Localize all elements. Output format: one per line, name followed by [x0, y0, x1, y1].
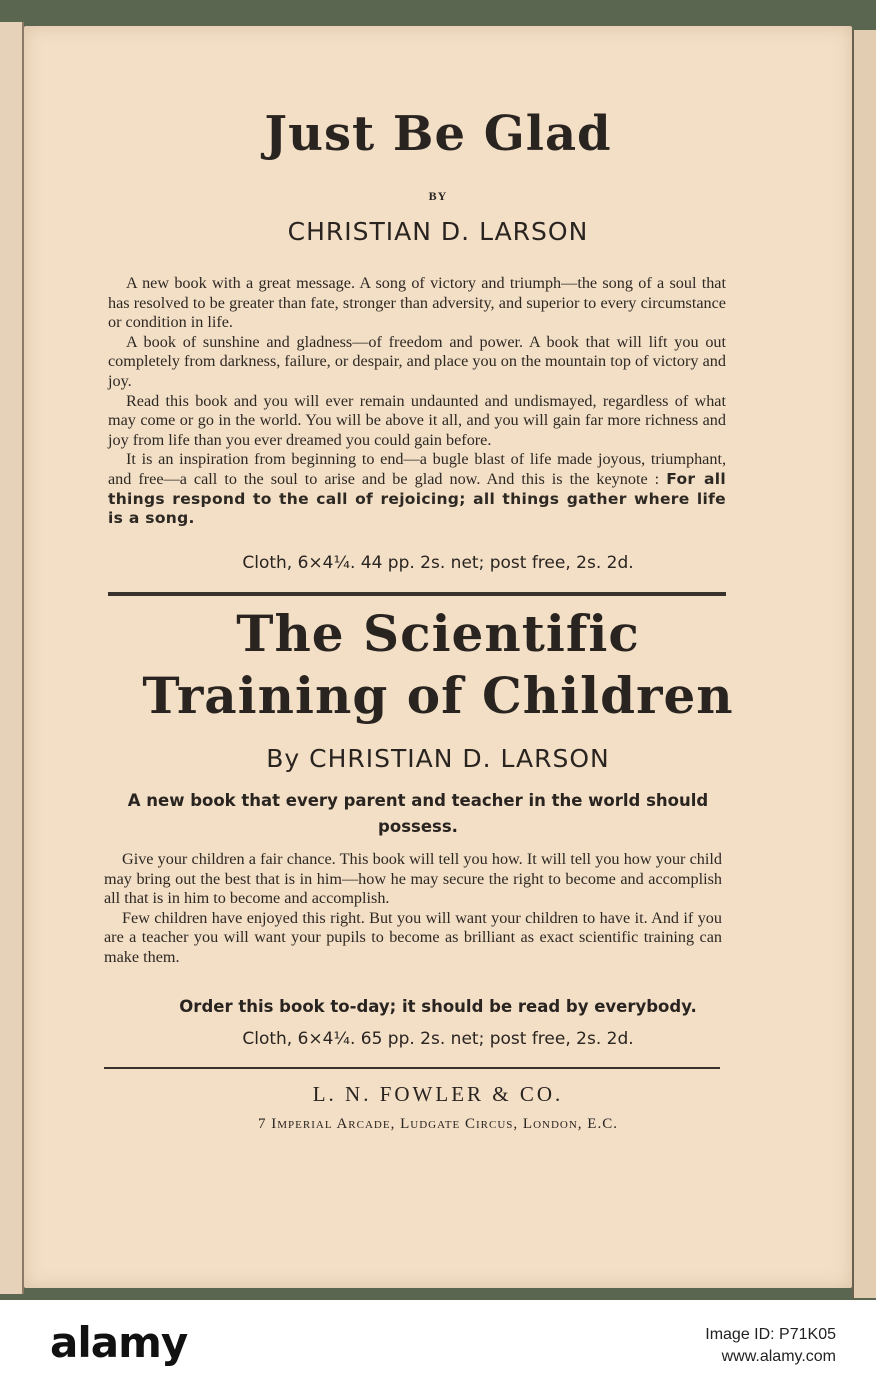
ad2-body	[104, 850, 722, 968]
publisher-address: 7 Imperial Arcade, Ludgate Circus, London, E.C.	[258, 1116, 618, 1132]
image-info	[705, 1324, 836, 1368]
left-page-edge	[0, 22, 24, 1294]
divider	[104, 1067, 720, 1069]
ad2-price: Cloth, 6×4¼. 65 pp. 2s. net; post free, 2s. 2d.	[242, 1029, 634, 1049]
ad2-order: Order this book to-day; it should be read by everybody.	[179, 997, 697, 1016]
image-id: Image ID: P71K05	[705, 1326, 836, 1343]
ad1-by: BY	[428, 189, 448, 203]
ad1-title: Just Be Glad	[264, 106, 612, 162]
stock-footer	[0, 1300, 876, 1390]
ad1-paragraph	[108, 450, 726, 528]
ad1-paragraph: Read this book and you will ever remain undaunted and undismayed, regardless of what may come or go in the world. You will be above it all, and you will gain far more richness and joy from life than you ever dreamed you could gain before.	[108, 391, 726, 449]
ad1-body	[108, 274, 726, 529]
ad2-paragraph: Give your children a fair chance. This book will tell you how. It will tell you how your child may bring out the best that is in him—how he may secure the right to become and accomplish all that is in him to become and accomplish.	[104, 850, 722, 908]
ad2-paragraph: Few children have enjoyed this right. But you will want your children to have it. And if you are a teacher you will want your pupils to become as brilliant as exact scientific training can make them.	[104, 908, 722, 966]
ad1-author: CHRISTIAN D. LARSON	[287, 217, 589, 246]
ad2-subtitle: A new book that every parent and teacher in the world should possess.	[127, 791, 709, 836]
ad2-author: By CHRISTIAN D. LARSON	[266, 744, 610, 773]
ad1-paragraph-text: It is an inspiration from beginning to end—a bugle blast of life made joyous, triumphant, and free—a call to the soul to arise and be glad now. And this is the keynote :	[108, 450, 726, 488]
alamy-logo: alamy	[50, 1318, 188, 1367]
ad2-title-line2: Training of Children	[142, 666, 734, 725]
divider	[108, 592, 726, 596]
ad1-paragraph: A new book with a great message. A song of victory and triumph—the song of a soul that has resolved to be greater than fate, stronger than adversity, and superior to every circumstance or condition in life.	[108, 274, 726, 332]
ad1-paragraph: A book of sunshine and gladness—of freedom and power. A book that will lift you out completely from darkness, failure, or despair, and place you on the mountain top of victory and joy.	[108, 332, 726, 390]
site-url: www.alamy.com	[721, 1348, 836, 1365]
book-page	[24, 26, 852, 1288]
ad2-title-line1: The Scientific	[236, 604, 640, 663]
ad1-keynote: For all things respond to the call of rejoicing; all things gather where life is a song.	[108, 469, 727, 528]
publisher-name: L. N. FOWLER & CO.	[312, 1082, 564, 1106]
ad1-price: Cloth, 6×4¼. 44 pp. 2s. net; post free, 2s. 2d.	[242, 553, 634, 573]
right-page-edge	[852, 30, 876, 1298]
